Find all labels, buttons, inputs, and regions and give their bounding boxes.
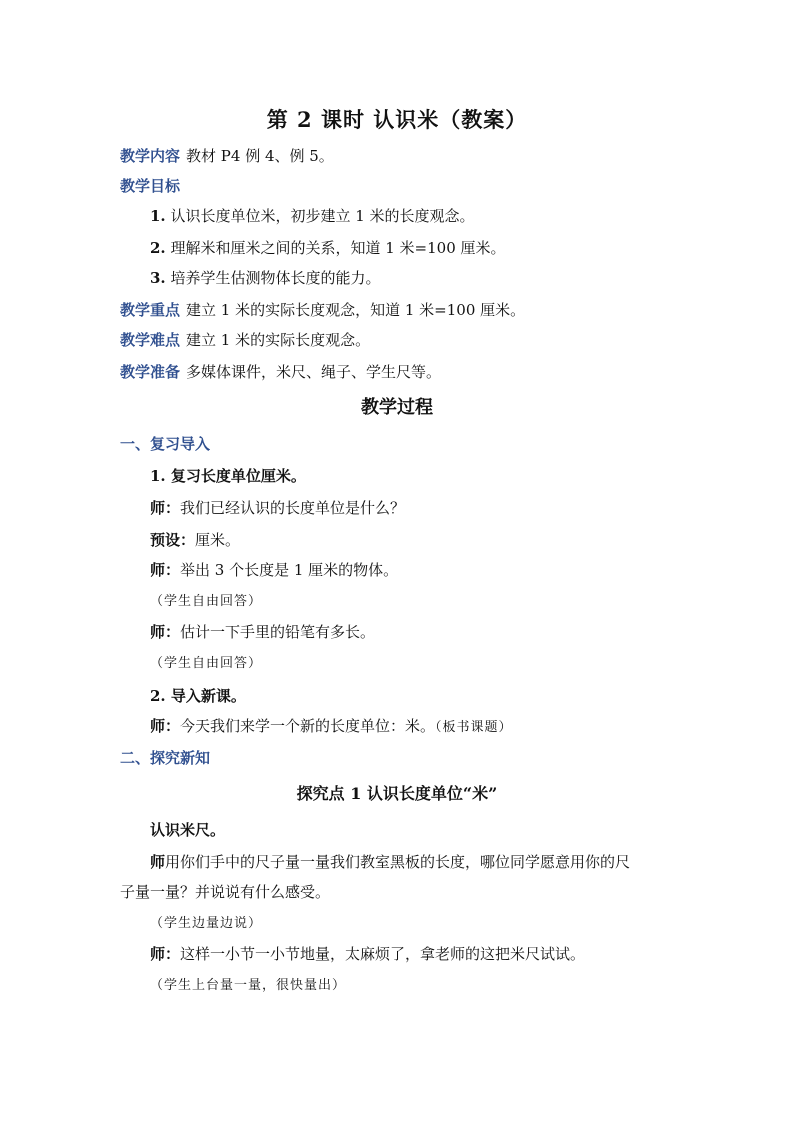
dialog-text: 用你们手中的尺子量一量我们教室黑板的长度，哪位同学愿意用你的尺 [165, 853, 631, 871]
dialog-line [150, 622, 375, 642]
speaker: 师： [150, 561, 181, 579]
document-title: 第 2 课时 认识米（教案） [266, 107, 528, 132]
teaching-key [120, 300, 525, 320]
dialog-line [150, 716, 513, 738]
explore-point-1-title: 探究点 1 认识长度单位“米” [296, 784, 498, 803]
dialog-text: 举出 3 个长度是 1 厘米的物体。 [180, 561, 399, 579]
speaker: 师： [150, 623, 181, 641]
teaching-difficulty [120, 330, 370, 350]
dialog-line [150, 560, 398, 580]
stage-note: （学生自由回答） [150, 656, 263, 671]
goal-item [150, 268, 380, 288]
dialog-line [150, 852, 630, 872]
speaker: 师： [150, 945, 181, 963]
teaching-prep-label: 教学准备 [120, 363, 181, 381]
goal-number: 2. [150, 239, 166, 257]
goal-number: 1. [150, 207, 166, 225]
dialog-text: 估计一下手里的铅笔有多长。 [180, 623, 376, 641]
goal-text: 认识长度单位米，初步建立 1 米的长度观念。 [170, 207, 475, 225]
speaker: 师： [150, 499, 181, 517]
section-2-sub: 认识米尺。 [150, 821, 226, 839]
goal-item [150, 238, 506, 258]
speaker: 师 [150, 853, 166, 871]
dialog-text: 我们已经认识的长度单位是什么？ [180, 499, 406, 517]
teaching-prep [120, 362, 441, 382]
stage-note: （板书课题） [435, 720, 513, 735]
stage-note: （学生边量边说） [150, 916, 263, 931]
goal-item [150, 206, 475, 226]
teaching-content-text: 教材 P4 例 4、例 5。 [186, 147, 334, 165]
speaker: 预设： [150, 531, 196, 549]
teaching-goals-heading [120, 176, 186, 196]
teaching-content-label: 教学内容 [120, 147, 181, 165]
dialog-line [150, 498, 405, 518]
speaker: 师： [150, 717, 181, 735]
goal-text: 培养学生估测物体长度的能力。 [170, 269, 381, 287]
goal-text: 理解米和厘米之间的关系，知道 1 米=100 厘米。 [170, 239, 506, 257]
teaching-goals-label: 教学目标 [120, 177, 181, 195]
dialog-text: 今天我们来学一个新的长度单位：米。 [180, 717, 436, 735]
section-1-sub-2: 2. 导入新课。 [150, 687, 246, 705]
dialog-text: 厘米。 [195, 531, 241, 549]
teaching-difficulty-text: 建立 1 米的实际长度观念。 [186, 331, 371, 349]
teaching-key-label: 教学重点 [120, 301, 181, 319]
stage-note: （学生上台量一量，很快量出） [150, 978, 347, 993]
dialog-line [150, 944, 585, 964]
section-1-sub-1: 1. 复习长度单位厘米。 [150, 467, 306, 485]
teaching-key-text: 建立 1 米的实际长度观念，知道 1 米=100 厘米。 [186, 301, 526, 319]
dialog-text: 这样一小节一小节地量，太麻烦了，拿老师的这把米尺试试。 [180, 945, 586, 963]
section-2-title: 二、探究新知 [120, 749, 211, 767]
teaching-content [120, 146, 334, 166]
stage-note: （学生自由回答） [150, 594, 263, 609]
goal-number: 3. [150, 269, 166, 287]
dialog-line [150, 530, 240, 550]
teaching-prep-text: 多媒体课件，米尺、绳子、学生尺等。 [186, 363, 442, 381]
process-title: 教学过程 [361, 397, 433, 418]
dialog-continuation: 子量一量？并说说有什么感受。 [120, 883, 331, 901]
teaching-difficulty-label: 教学难点 [120, 331, 181, 349]
section-1-title: 一、复习导入 [120, 435, 211, 453]
